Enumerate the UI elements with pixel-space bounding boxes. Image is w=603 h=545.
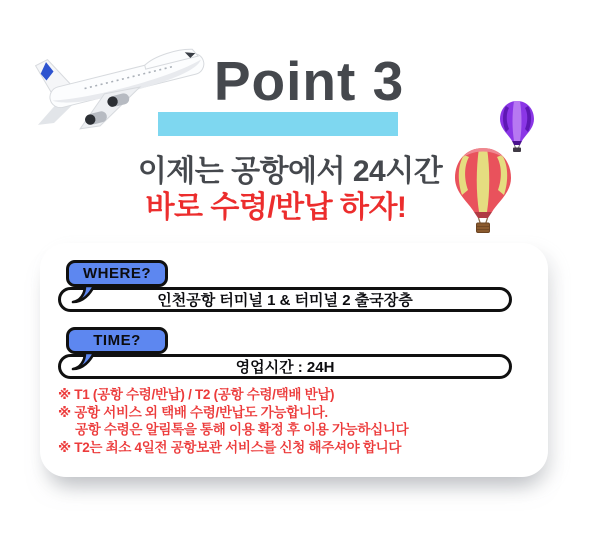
info-card [40, 243, 548, 477]
point-title: Point 3 [213, 50, 405, 112]
time-label-bubble: TIME? [66, 327, 168, 354]
headline-line1: 이제는 공항에서 24시간 [137, 155, 443, 188]
highlight-bar [158, 112, 398, 136]
where-value-pill: 인천공항 터미널 1 & 터미널 2 출국장층 [58, 287, 512, 312]
note-line: ※ 공항 서비스 외 택배 수령/반납도 가능합니다. [58, 404, 328, 420]
note-line: ※ T1 (공항 수령/반납) / T2 (공항 수령/택배 반납) [58, 387, 335, 402]
notes-block [58, 386, 533, 456]
time-value-pill: 영업시간 : 24H [58, 354, 512, 379]
headline-line2: 바로 수령/반납 하자! [145, 191, 407, 224]
where-label-bubble: WHERE? [66, 260, 168, 287]
purple-hot-air-balloon-icon [499, 100, 535, 152]
note-line: 공항 수령은 알림톡을 통해 이용 확정 후 이용 가능하십니다 [75, 422, 409, 438]
note-line: ※ T2는 최소 4일전 공항보관 서비스를 신청 해주셔야 합니다 [58, 439, 402, 455]
